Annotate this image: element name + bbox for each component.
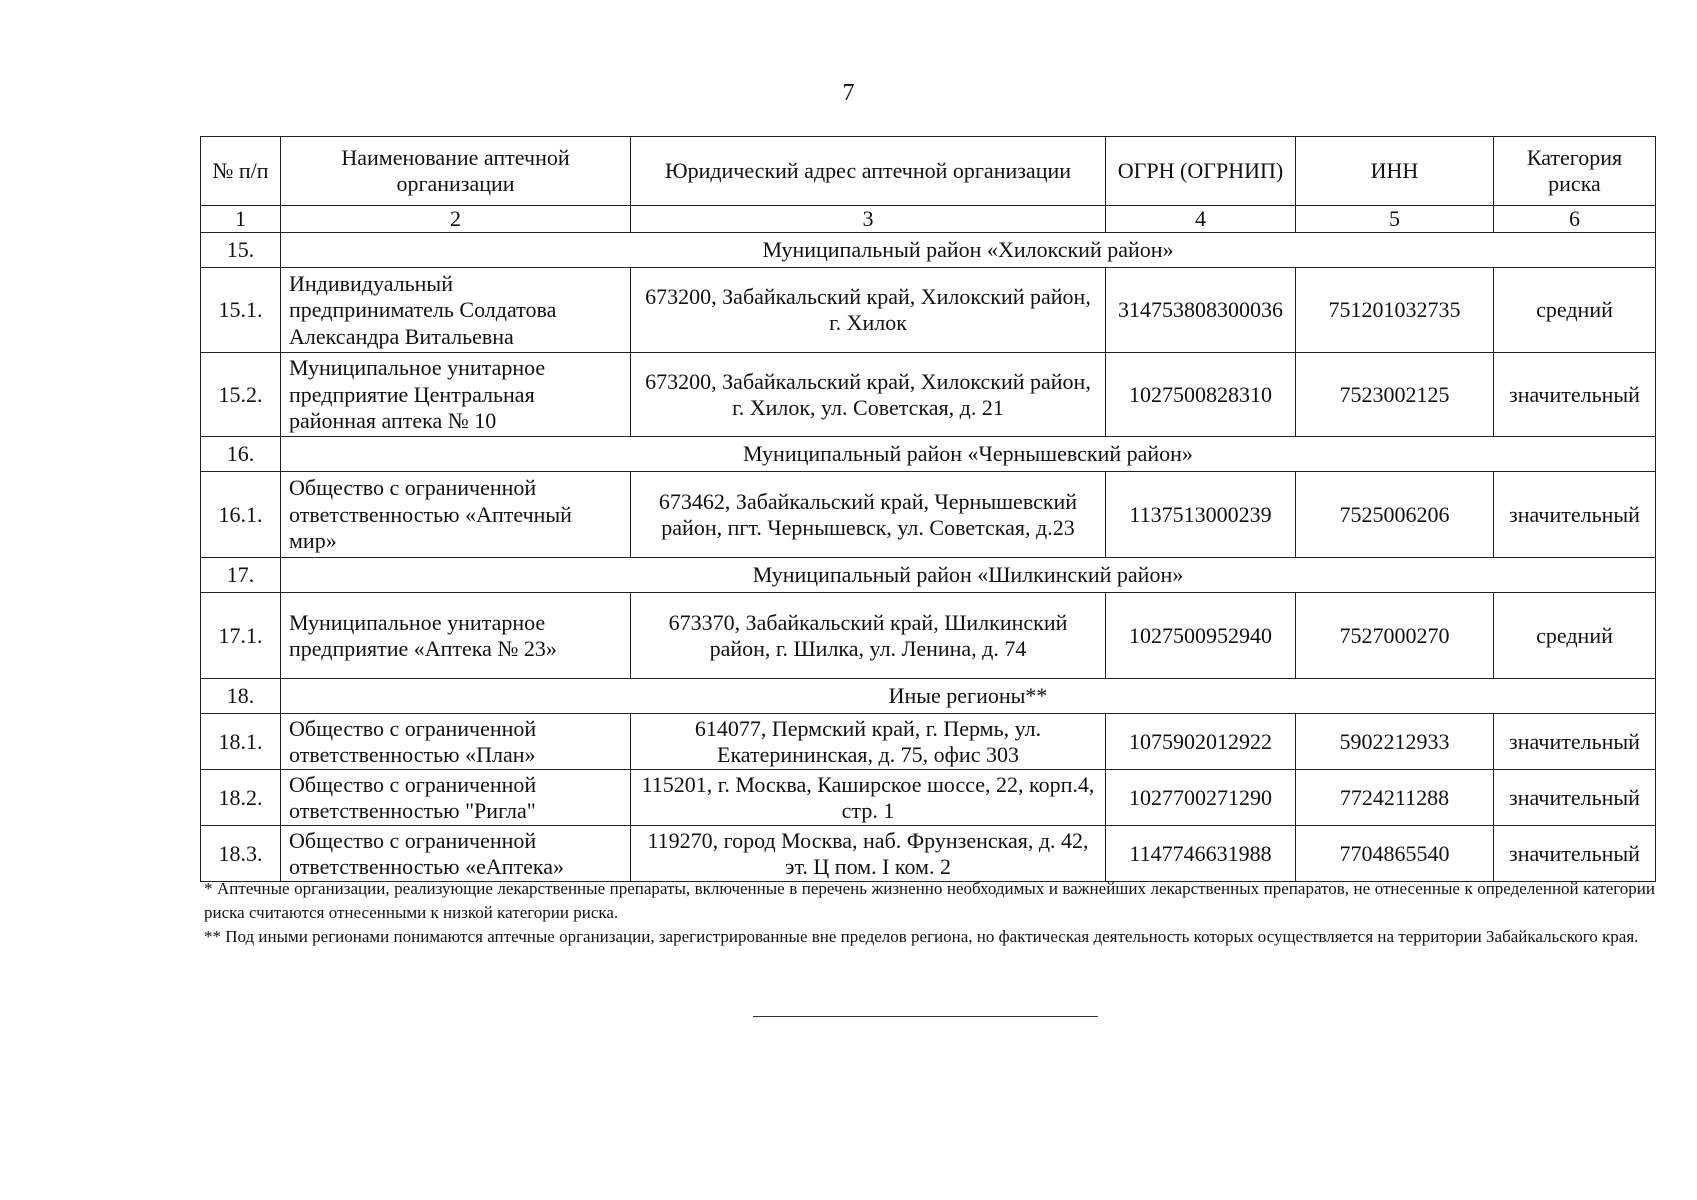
header-risk: Категория риска: [1494, 137, 1656, 206]
table-row: [201, 770, 1656, 826]
organization-name: Муниципальное унитарное предприятие «Аптека № 23»: [281, 593, 631, 679]
inn-value: 5902212933: [1296, 714, 1494, 770]
legal-address: 673200, Забайкальский край, Хилокский район, г. Хилок: [631, 268, 1106, 353]
inn-value: 751201032735: [1296, 268, 1494, 353]
legal-address: 673462, Забайкальский край, Чернышевский район, пгт. Чернышевск, ул. Советская, д.23: [631, 472, 1106, 558]
inn-value: 7724211288: [1296, 770, 1494, 826]
row-number: 17.1.: [201, 593, 281, 679]
section-number: 18.: [201, 679, 281, 714]
inn-value: 7523002125: [1296, 353, 1494, 437]
ogrn-value: 1137513000239: [1106, 472, 1296, 558]
footnote-risk-category: * Аптечные организации, реализующие лекарственные препараты, включенные в перечень жизненно необходимых и важнейших лекарственных препаратов, не отнесенные к определенной категории риска считаются отнесенными к низкой категории риска.: [204, 879, 1655, 922]
legal-address: 673370, Забайкальский край, Шилкинский район, г. Шилка, ул. Ленина, д. 74: [631, 593, 1106, 679]
section-title: Иные регионы**: [281, 679, 1656, 714]
end-of-document-line: [753, 1016, 1098, 1017]
header-ogrn: ОГРН (ОГРНИП): [1106, 137, 1296, 206]
column-number: 3: [631, 206, 1106, 233]
row-number: 15.2.: [201, 353, 281, 437]
section-row: [201, 679, 1656, 714]
legal-address: 673200, Забайкальский край, Хилокский район, г. Хилок, ул. Советская, д. 21: [631, 353, 1106, 437]
ogrn-value: 1147746631988: [1106, 826, 1296, 882]
legal-address: 115201, г. Москва, Каширское шоссе, 22, корп.4, стр. 1: [631, 770, 1106, 826]
organization-name: Общество с ограниченной ответственностью «План»: [281, 714, 631, 770]
row-number: 18.3.: [201, 826, 281, 882]
section-row: [201, 558, 1656, 593]
risk-category: значительный: [1494, 714, 1656, 770]
table-row: [201, 268, 1656, 353]
section-title: Муниципальный район «Чернышевский район»: [281, 437, 1656, 472]
row-number: 16.1.: [201, 472, 281, 558]
inn-value: 7704865540: [1296, 826, 1494, 882]
organization-name: Индивидуальный предприниматель Солдатова Александра Витальевна: [281, 268, 631, 353]
risk-category: значительный: [1494, 472, 1656, 558]
section-number: 15.: [201, 233, 281, 268]
organization-name: Муниципальное унитарное предприятие Центральная районная аптека № 10: [281, 353, 631, 437]
row-number: 18.2.: [201, 770, 281, 826]
ogrn-value: 1075902012922: [1106, 714, 1296, 770]
column-number: 4: [1106, 206, 1296, 233]
inn-value: 7527000270: [1296, 593, 1494, 679]
column-number: 5: [1296, 206, 1494, 233]
section-row: [201, 233, 1656, 268]
risk-category: значительный: [1494, 353, 1656, 437]
footnote-other-regions: ** Под иными регионами понимаются аптечные организации, зарегистрированные вне пределов региона, но фактическая деятельность которых осуществляется на территории Забайкальского края.: [204, 927, 1639, 946]
table-row: [201, 714, 1656, 770]
table-header-row: [201, 137, 1656, 206]
section-title: Муниципальный район «Хилокский район»: [281, 233, 1656, 268]
ogrn-value: 314753808300036: [1106, 268, 1296, 353]
table-row: [201, 472, 1656, 558]
ogrn-value: 1027500952940: [1106, 593, 1296, 679]
organization-name: Общество с ограниченной ответственностью «еАптека»: [281, 826, 631, 882]
row-number: 18.1.: [201, 714, 281, 770]
inn-value: 7525006206: [1296, 472, 1494, 558]
section-title: Муниципальный район «Шилкинский район»: [281, 558, 1656, 593]
legal-address: 614077, Пермский край, г. Пермь, ул. Екатерининская, д. 75, офис 303: [631, 714, 1106, 770]
organization-name: Общество с ограниченной ответственностью «Аптечный мир»: [281, 472, 631, 558]
column-number: 1: [201, 206, 281, 233]
risk-category: средний: [1494, 268, 1656, 353]
header-name: Наименование аптечной организации: [281, 137, 631, 206]
section-number: 17.: [201, 558, 281, 593]
header-inn: ИНН: [1296, 137, 1494, 206]
table-row: [201, 826, 1656, 882]
column-number-row: [201, 206, 1656, 233]
ogrn-value: 1027700271290: [1106, 770, 1296, 826]
row-number: 15.1.: [201, 268, 281, 353]
pharmacy-risk-table: [200, 136, 1656, 882]
column-number: 6: [1494, 206, 1656, 233]
legal-address: 119270, город Москва, наб. Фрунзенская, д. 42, эт. Ц пом. I ком. 2: [631, 826, 1106, 882]
column-number: 2: [281, 206, 631, 233]
ogrn-value: 1027500828310: [1106, 353, 1296, 437]
footnotes: [204, 877, 1655, 949]
risk-category: значительный: [1494, 826, 1656, 882]
risk-category: средний: [1494, 593, 1656, 679]
table-row: [201, 593, 1656, 679]
page-number: 7: [842, 80, 855, 106]
organization-name: Общество с ограниченной ответственностью "Ригла": [281, 770, 631, 826]
header-address: Юридический адрес аптечной организации: [631, 137, 1106, 206]
risk-category: значительный: [1494, 770, 1656, 826]
header-number: № п/п: [201, 137, 281, 206]
section-row: [201, 437, 1656, 472]
table-row: [201, 353, 1656, 437]
section-number: 16.: [201, 437, 281, 472]
